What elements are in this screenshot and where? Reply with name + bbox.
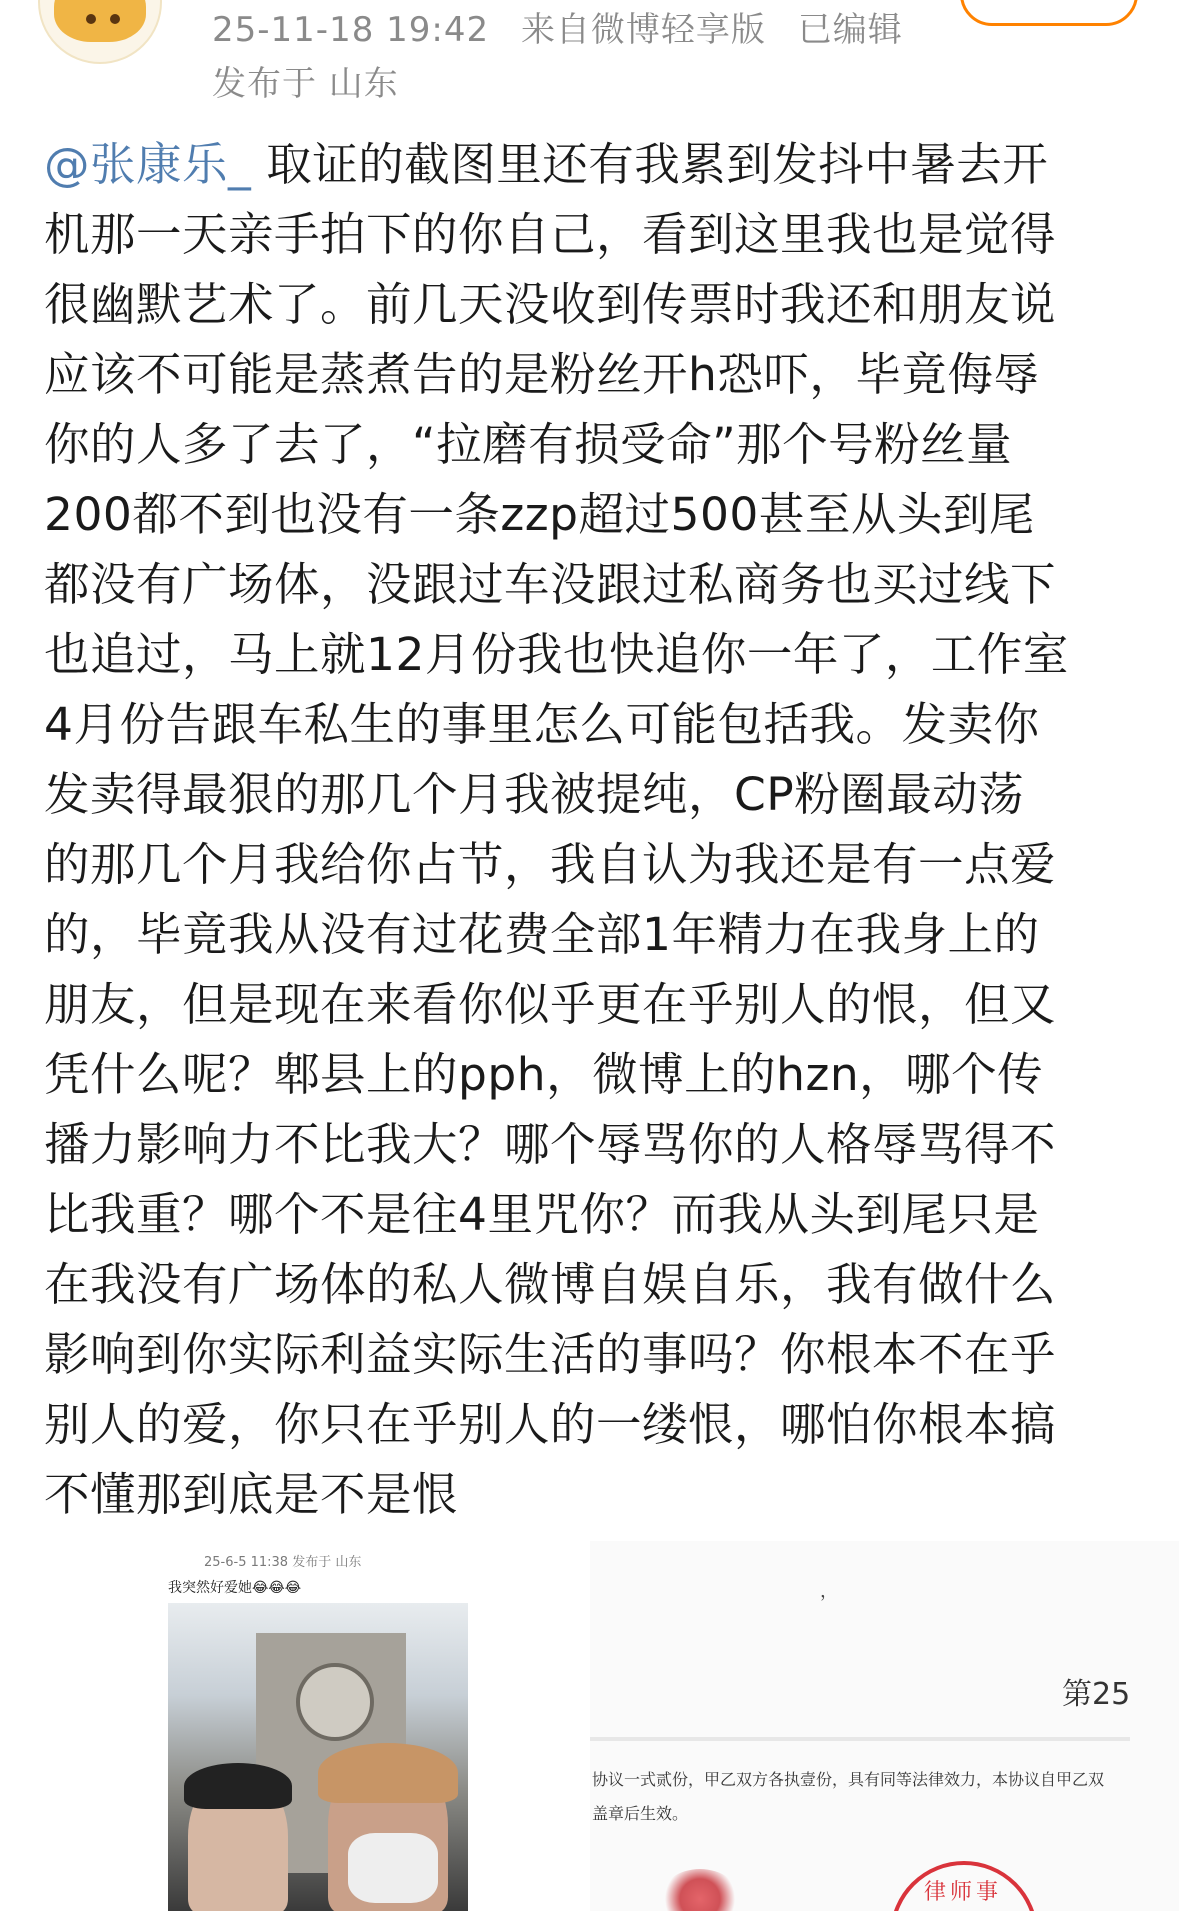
cap-shape	[318, 1743, 458, 1803]
seal-text: 律师事	[924, 1880, 1003, 1905]
avatar-eye	[86, 14, 96, 24]
doc-text-line: 协议一式贰份，甲乙双方各执壹份，具有同等法律效力，本协议自甲乙双	[592, 1770, 1105, 1789]
post-timestamp: 25-11-18 19:42	[212, 10, 490, 50]
post-line: 应该不可能是蒸煮告的是粉丝开h恐吓，毕竟侮辱	[44, 348, 1040, 401]
mention-link[interactable]: @张康乐_	[44, 138, 252, 191]
post-line: 不懂那到底是不是恨	[44, 1468, 459, 1521]
post-line: 朋友，但是现在来看你似乎更在乎别人的恨，但又	[44, 978, 1057, 1031]
post-line: 的那几个月我给你占节，我自认为我还是有一点爱	[44, 838, 1057, 891]
post-meta	[212, 2, 923, 51]
post-source: 来自微博轻享版	[520, 10, 766, 50]
post-line: 比我重？哪个不是往4里咒你？而我从头到尾只是	[44, 1188, 1040, 1241]
image-header: 25-6-5 11:38 发布于 山东	[204, 1555, 362, 1570]
post-line: 你的人多了去了，“拉磨有损受命”那个号粉丝量	[44, 418, 1013, 471]
avatar[interactable]	[38, 0, 162, 64]
post-line	[44, 130, 1144, 200]
image-caption: 我突然好爱她😂😂😂	[168, 1580, 302, 1596]
hair-shape	[184, 1763, 292, 1809]
post-line: 也追过，马上就12月份我也快追你一年了，工作室	[44, 628, 1069, 681]
post-line: 在我没有广场体的私人微博自娱自乐，我有做什么	[44, 1258, 1057, 1311]
avatar-eye	[110, 14, 120, 24]
follow-button[interactable]	[960, 0, 1138, 26]
post-line: 机那一天亲手拍下的你自己，看到这里我也是觉得	[44, 208, 1057, 261]
post-line: 都没有广场体，没跟过车没跟过私商务也买过线下	[44, 558, 1057, 611]
image-photo	[168, 1603, 468, 1911]
signature-stamp	[660, 1869, 740, 1911]
doc-text-line: 盖章后生效。	[592, 1804, 689, 1823]
edited-label: 已编辑	[797, 10, 903, 50]
post-line: 4月份告跟车私生的事里怎么可能包括我。发卖你	[44, 698, 1040, 751]
mask-shape	[348, 1833, 438, 1903]
doc-page-label: 第25	[1062, 1677, 1131, 1712]
post-line: 别人的爱，你只在乎别人的一缕恨，哪怕你根本搞	[44, 1398, 1057, 1451]
post-location: 发布于 山东	[212, 64, 399, 104]
clock-shape	[296, 1663, 374, 1741]
post-line: 播力影响力不比我大？哪个辱骂你的人格辱骂得不	[44, 1118, 1057, 1171]
post-body	[44, 130, 1144, 1530]
post-line: 发卖得最狠的那几个月我被提纯，CP粉圈最动荡	[44, 768, 1025, 821]
post-image-document[interactable]	[590, 1541, 1179, 1911]
post-line: 的，毕竟我从没有过花费全部1年精力在我身上的	[44, 908, 1040, 961]
doc-mark: ，	[820, 1581, 838, 1602]
post-line: 200都不到也没有一条zzp超过500甚至从头到尾	[44, 488, 1035, 541]
doc-divider	[590, 1737, 1130, 1741]
post-line: 凭什么呢？郫县上的pph，微博上的hzn，哪个传	[44, 1048, 1044, 1101]
avatar-face	[54, 0, 146, 42]
post-line: 很幽默艺术了。前几天没收到传票时我还和朋友说	[44, 278, 1057, 331]
post-image-screenshot[interactable]	[162, 1541, 472, 1911]
post-line-text: 取证的截图里还有我累到发抖中暑去开	[266, 138, 1049, 191]
post-line: 影响到你实际利益实际生活的事吗？你根本不在乎	[44, 1328, 1057, 1381]
